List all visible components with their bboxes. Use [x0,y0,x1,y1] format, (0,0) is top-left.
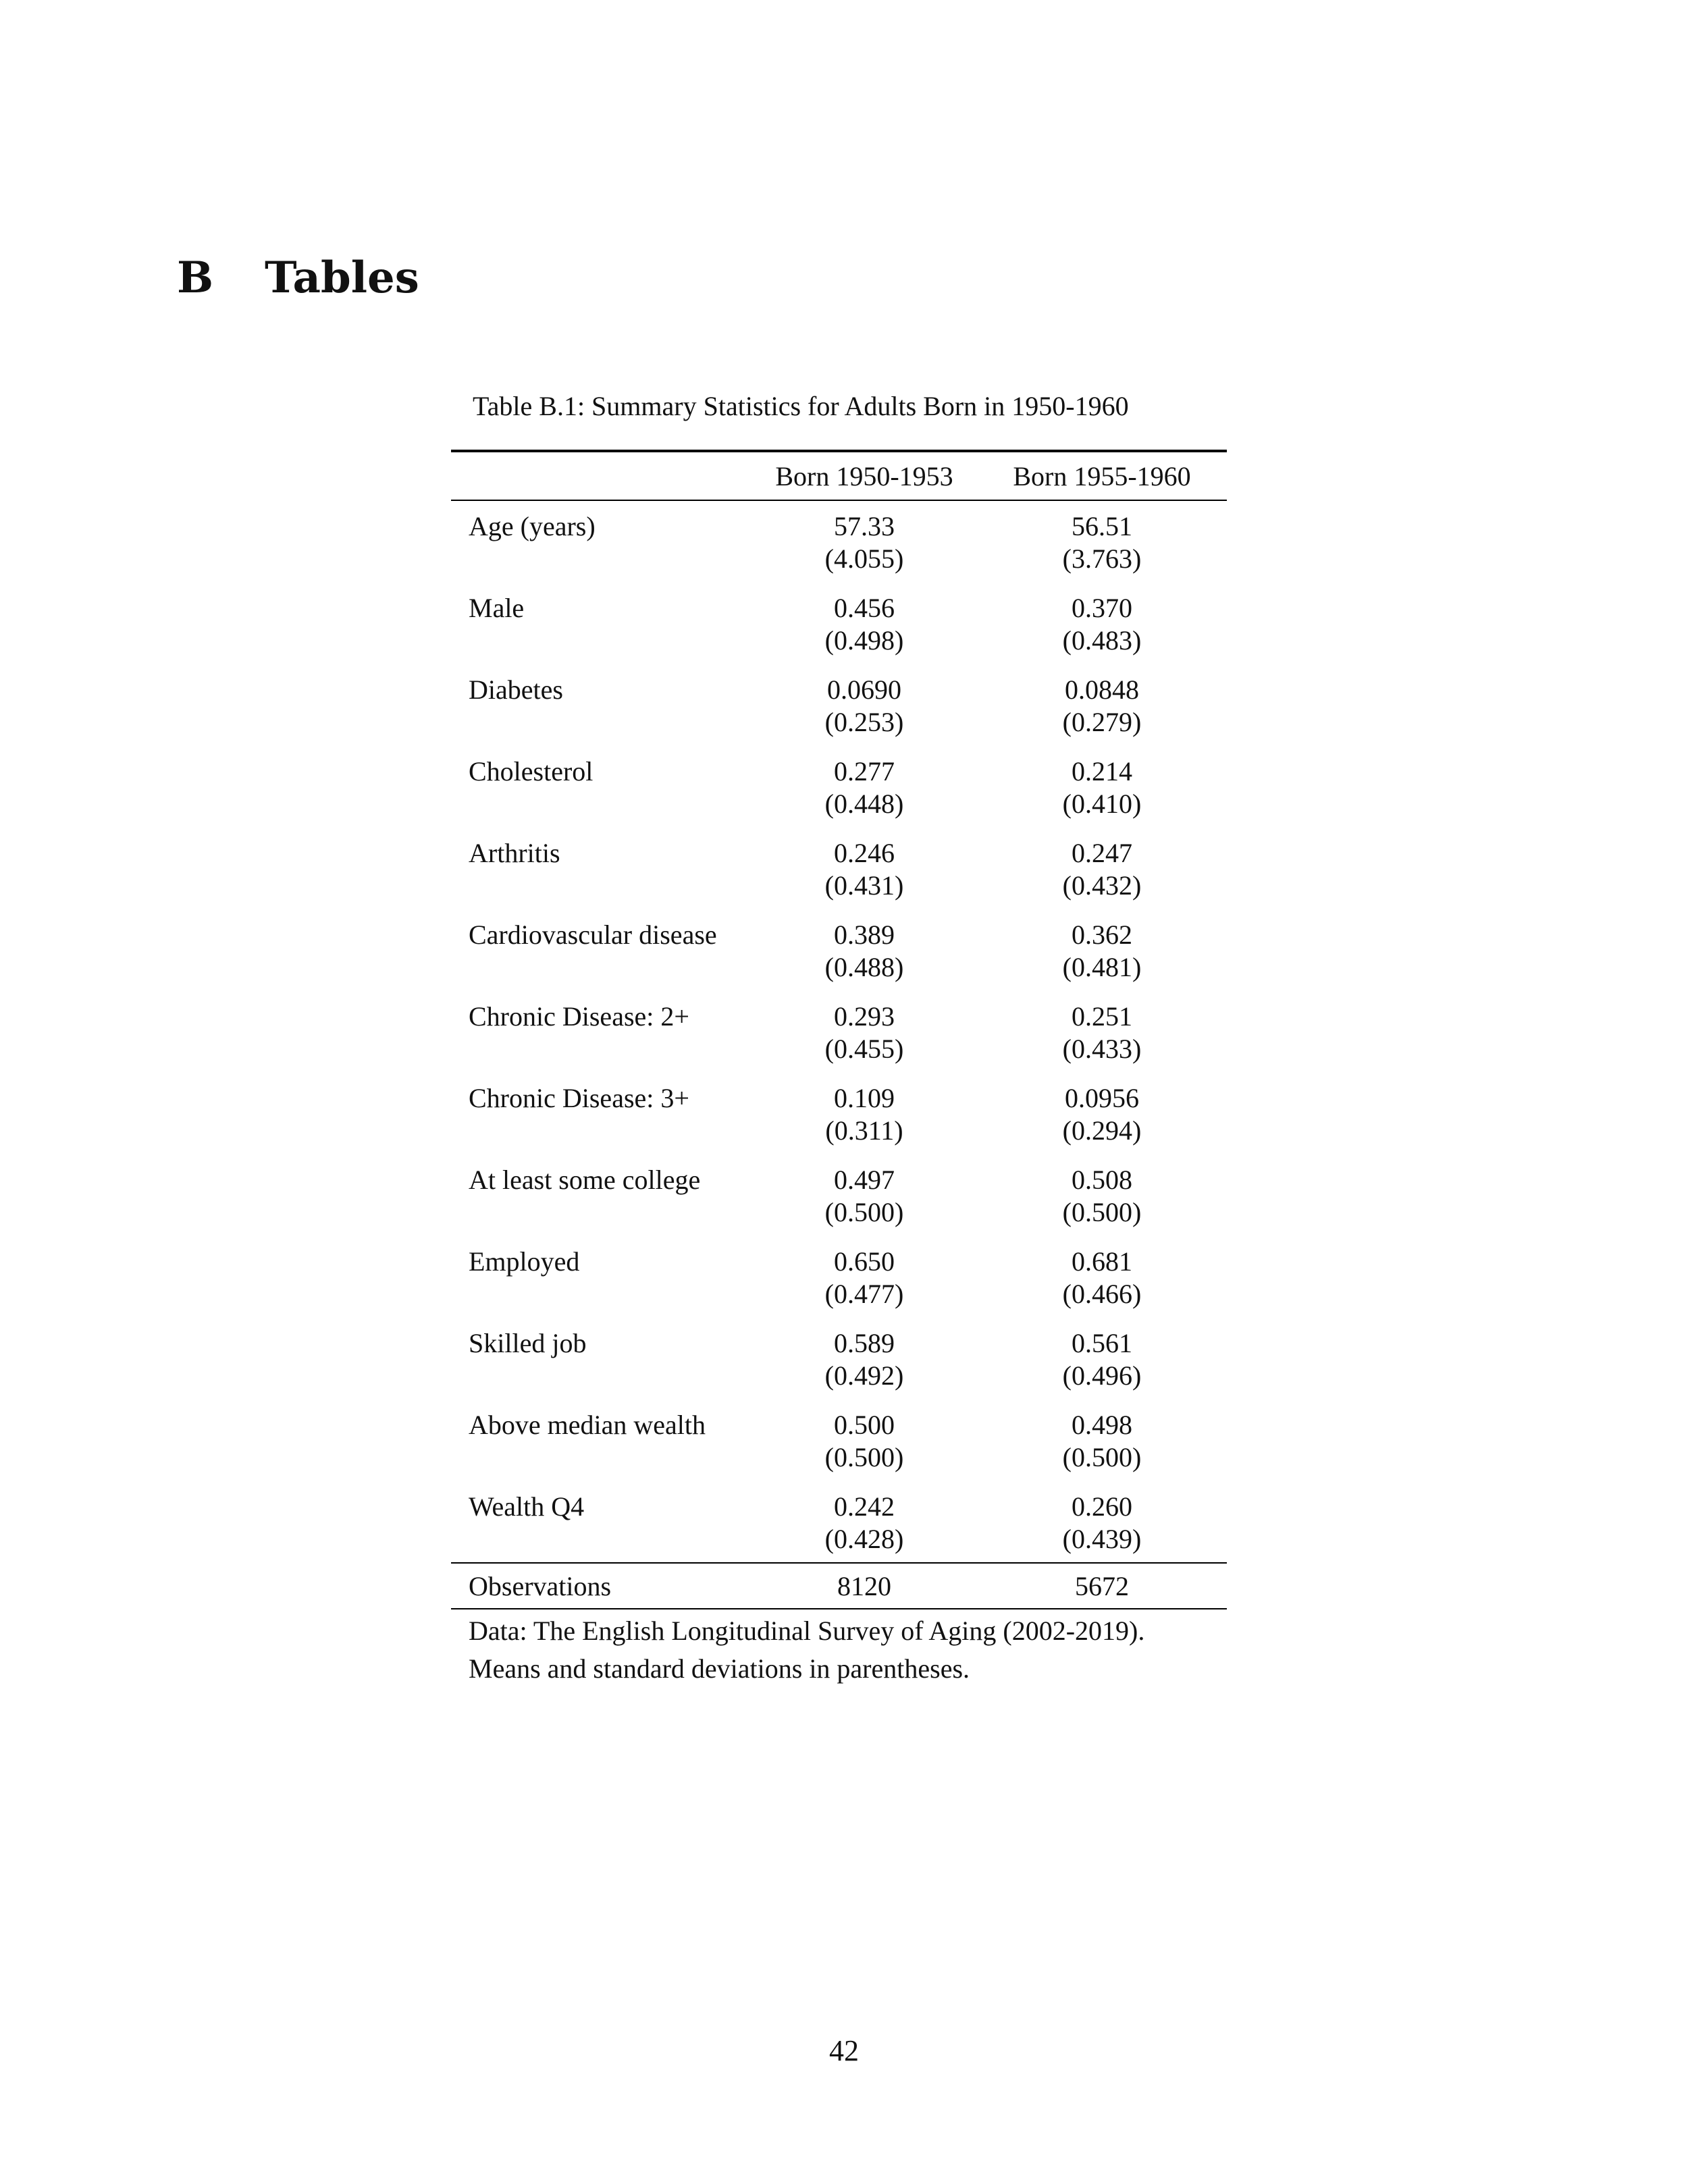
cell-col1-mean: 0.456 [834,593,895,623]
cell-col2-mean: 0.0956 [1065,1083,1139,1113]
cell-col1-sd: (0.500) [824,1442,904,1472]
cell-col2-mean: 0.681 [1072,1246,1132,1277]
cell-col2-mean: 0.498 [1072,1410,1132,1440]
cell-col2-mean: 0.370 [1072,593,1132,623]
cell-col1-mean: 0.650 [834,1246,895,1277]
cell-col2-sd: (3.763) [1062,543,1142,574]
section-title: Tables [265,252,419,303]
cell-col2-mean: 0.362 [1072,920,1132,950]
table-note [469,1612,1144,1688]
cell-col2-sd: (0.279) [1062,707,1142,737]
row-label: Employed [469,1246,580,1277]
column-header-1: Born 1950-1953 [775,461,953,491]
cell-col2-sd: (0.483) [1062,625,1142,656]
cell-col2-mean: 0.561 [1072,1328,1132,1358]
cell-col2-sd: (0.433) [1062,1034,1142,1064]
row-label: Diabetes [469,674,563,705]
observations-col1: 8120 [837,1571,891,1601]
cell-col1-sd: (0.498) [824,625,904,656]
cell-col1-mean: 0.0690 [827,674,901,705]
cell-col2-mean: 0.0848 [1065,674,1139,705]
table-top-rule [451,450,1227,452]
cell-col2-mean: 0.247 [1072,838,1132,868]
row-label: Age (years) [469,511,596,541]
cell-col1-sd: (0.428) [824,1524,904,1554]
table-note-line: Data: The English Longitudinal Survey of Aging (2002-2019). [469,1616,1145,1646]
row-label: Above median wealth [469,1410,706,1440]
row-label: Skilled job [469,1328,587,1358]
cell-col1-sd: (0.431) [824,870,904,901]
row-label: Cardiovascular disease [469,920,717,950]
cell-col1-sd: (0.500) [824,1197,904,1227]
observations-label: Observations [469,1571,612,1601]
row-label: Arthritis [469,838,560,868]
cell-col1-mean: 0.109 [834,1083,895,1113]
observations-rule [451,1562,1227,1564]
cell-col1-mean: 0.293 [834,1001,895,1032]
page-number: 42 [829,2034,859,2067]
header-rule [451,500,1227,501]
cell-col2-sd: (0.439) [1062,1524,1142,1554]
cell-col1-mean: 0.246 [834,838,895,868]
cell-col1-mean: 57.33 [834,511,895,541]
table-caption: Table B.1: Summary Statistics for Adults Born in 1950-1960 [473,391,1129,421]
cell-col1-mean: 0.589 [834,1328,895,1358]
row-label: Chronic Disease: 3+ [469,1083,689,1113]
cell-col2-mean: 0.260 [1072,1491,1132,1522]
cell-col1-mean: 0.497 [834,1165,895,1195]
cell-col1-sd: (0.253) [824,707,904,737]
cell-col1-mean: 0.277 [834,756,895,787]
cell-col1-sd: (0.455) [824,1034,904,1064]
cell-col1-sd: (0.448) [824,789,904,819]
cell-col2-mean: 0.214 [1072,756,1132,787]
cell-col2-sd: (0.410) [1062,789,1142,819]
row-label: Cholesterol [469,756,594,787]
section-number: B [177,252,214,303]
cell-col2-mean: 0.251 [1072,1001,1132,1032]
observations-col2: 5672 [1075,1571,1129,1601]
section-heading [177,252,419,303]
cell-col2-sd: (0.432) [1062,870,1142,901]
cell-col1-sd: (0.311) [825,1115,903,1146]
column-header-2: Born 1955-1960 [1013,461,1191,491]
row-label: Male [469,593,525,623]
cell-col2-sd: (0.500) [1062,1197,1142,1227]
cell-col1-sd: (0.488) [824,952,904,982]
cell-col2-mean: 0.508 [1072,1165,1132,1195]
cell-col1-sd: (4.055) [824,543,904,574]
table-bottom-rule [451,1608,1227,1609]
cell-col2-sd: (0.496) [1062,1360,1142,1391]
cell-col1-mean: 0.389 [834,920,895,950]
table-note-line: Means and standard deviations in parentheses. [469,1653,970,1684]
cell-col1-mean: 0.500 [834,1410,895,1440]
cell-col2-sd: (0.466) [1062,1279,1142,1309]
row-label: Wealth Q4 [469,1491,585,1522]
cell-col2-sd: (0.294) [1062,1115,1142,1146]
cell-col2-mean: 56.51 [1072,511,1132,541]
cell-col1-sd: (0.492) [824,1360,904,1391]
cell-col2-sd: (0.481) [1062,952,1142,982]
cell-col2-sd: (0.500) [1062,1442,1142,1472]
cell-col1-sd: (0.477) [824,1279,904,1309]
row-label: Chronic Disease: 2+ [469,1001,689,1032]
row-label: At least some college [469,1165,701,1195]
cell-col1-mean: 0.242 [834,1491,895,1522]
